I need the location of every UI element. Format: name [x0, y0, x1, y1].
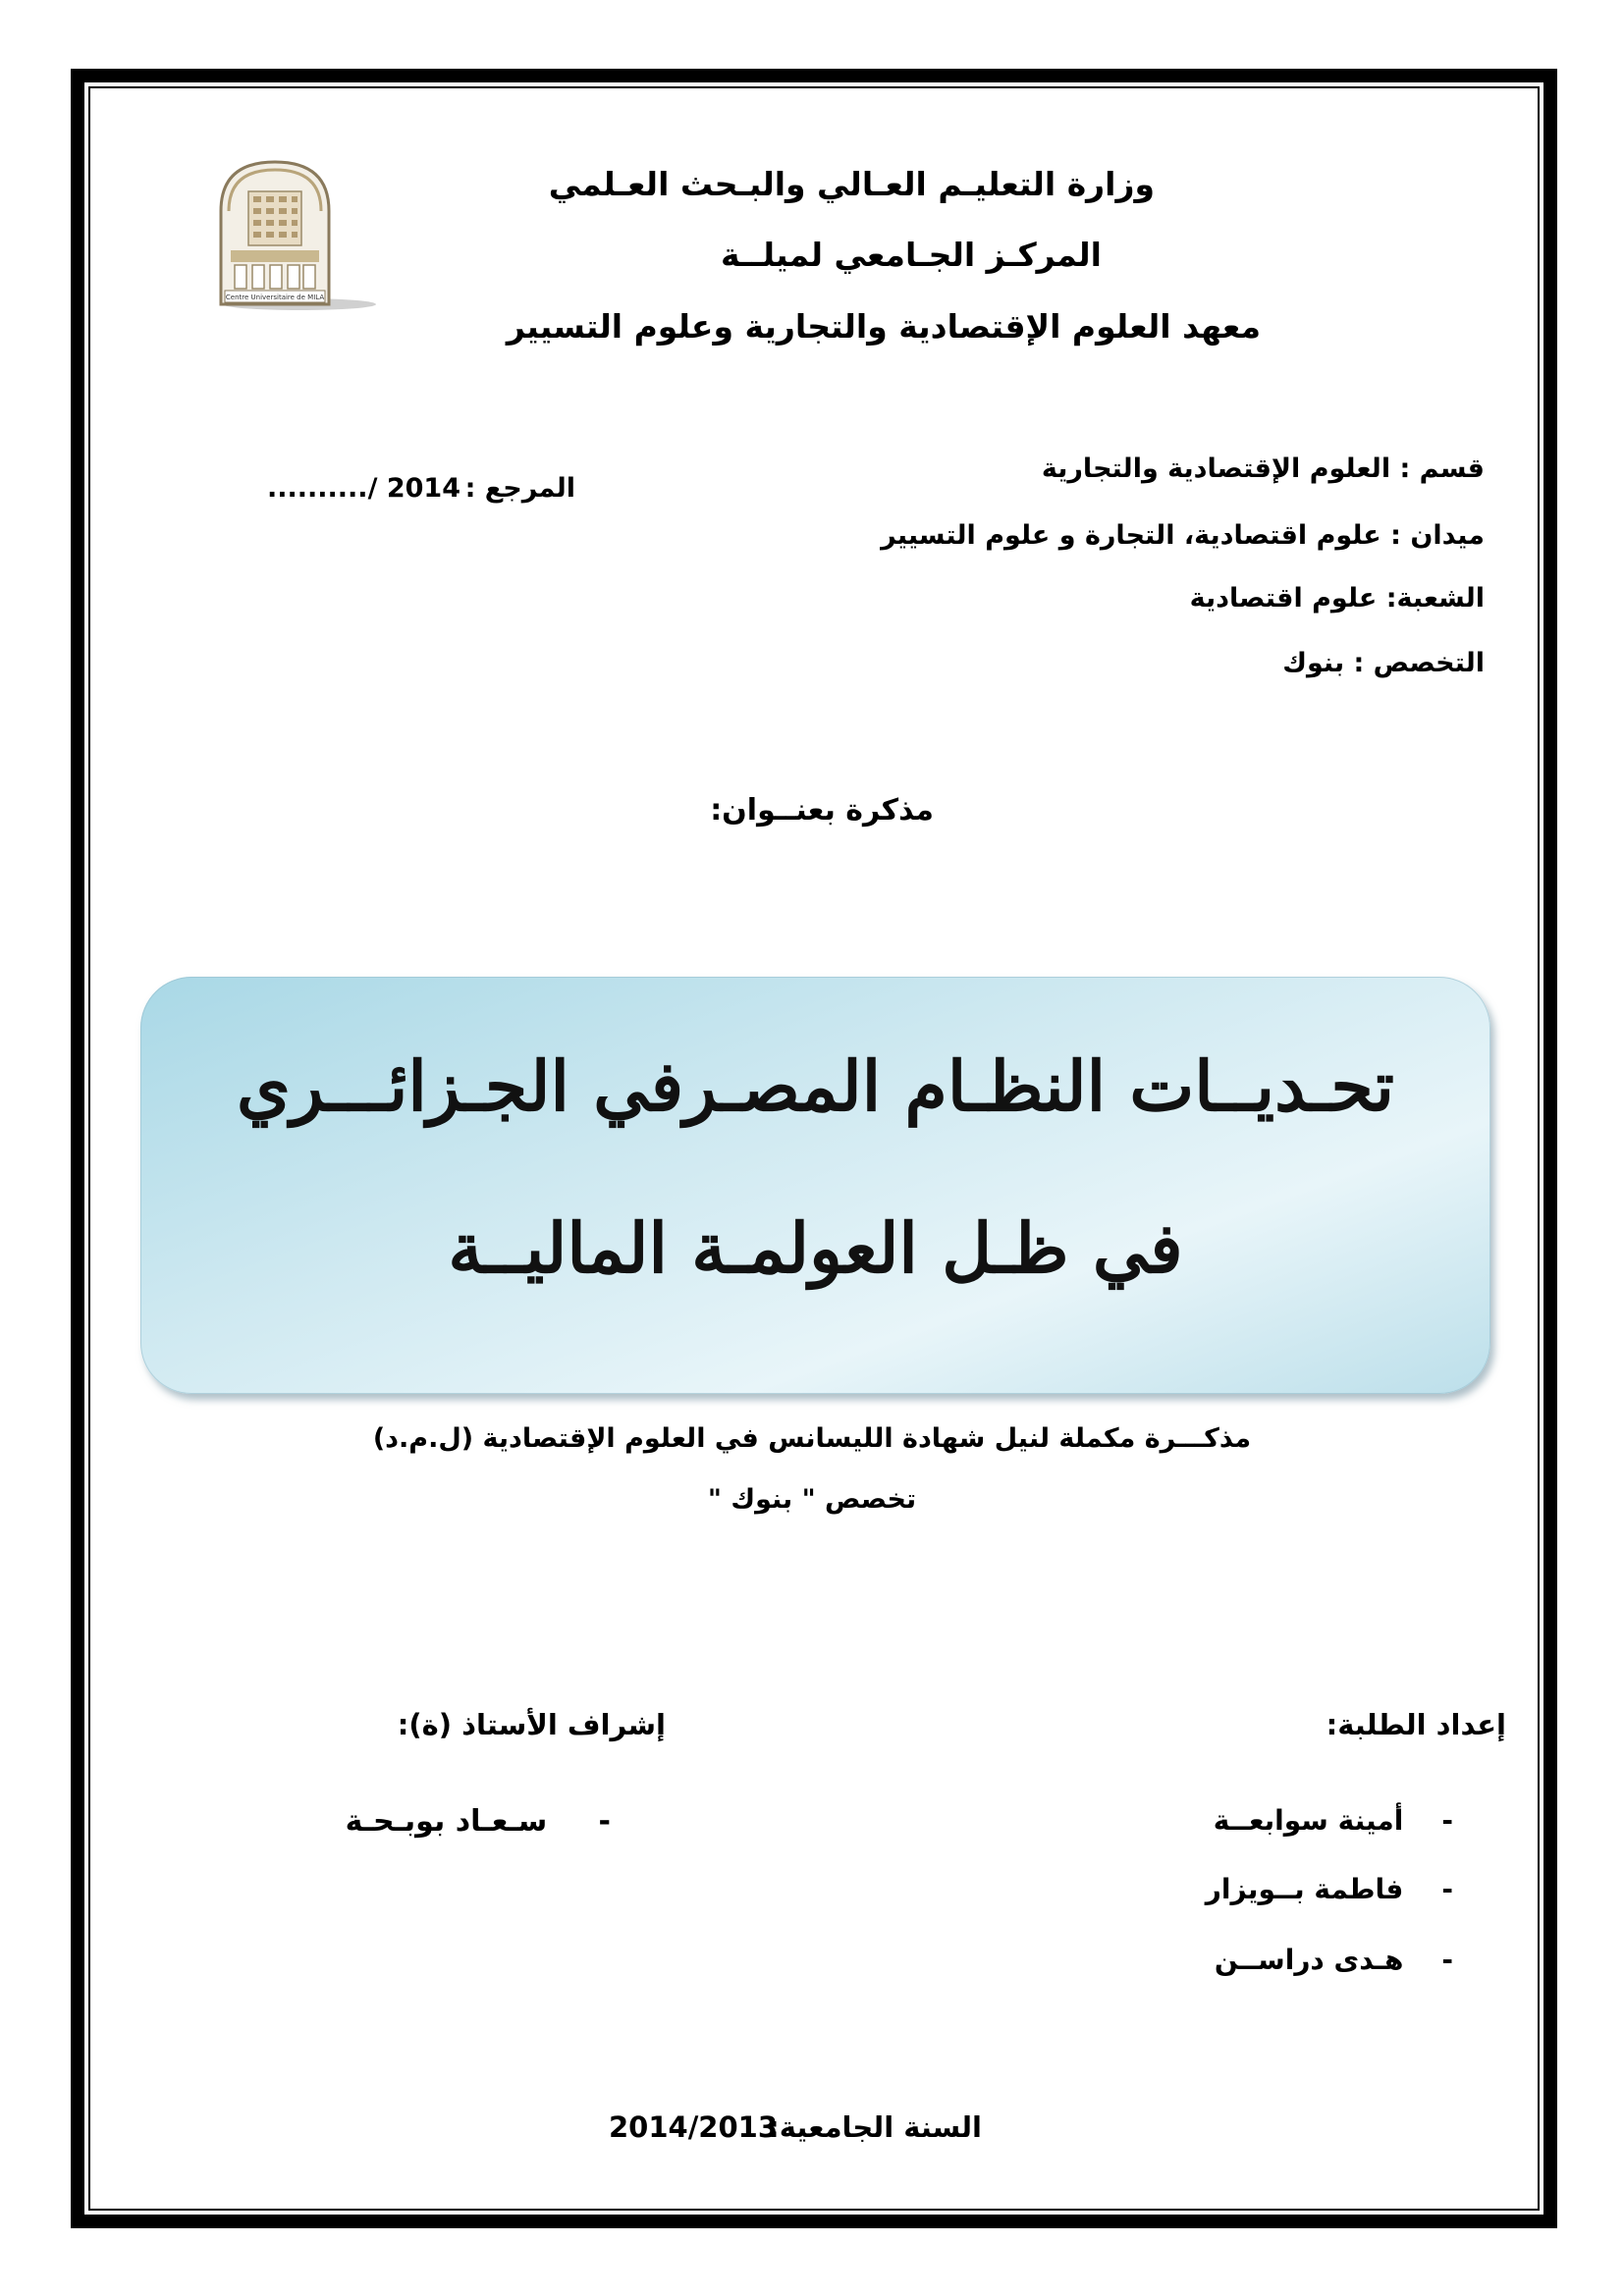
- student-3: [1215, 1944, 1453, 1976]
- students-label: إعداد الطلبة:: [1326, 1708, 1506, 1741]
- student-name: فاطمة بــويزار: [1205, 1873, 1404, 1905]
- list-dash: -: [1403, 1944, 1453, 1976]
- title-box: [140, 977, 1490, 1394]
- list-dash: -: [1403, 1804, 1453, 1837]
- field-line: ميدان : علوم اقتصادية، التجارة و علوم التسيير: [881, 520, 1485, 551]
- memo-specialty: تخصص " بنوك ": [707, 1484, 917, 1515]
- ministry-name: وزارة التعليـم العـالي والبـحث العـلمي: [548, 165, 1155, 203]
- department-line: قسم : العلوم الإقتصادية والتجارية: [1041, 454, 1485, 484]
- reference-value: ........../ 2014: [267, 473, 460, 504]
- academic-year-value: 2014/2013: [609, 2110, 779, 2144]
- memo-label: مذكرة بعنــوان:: [710, 793, 934, 828]
- academic-year-label: السنة الجامعية:: [768, 2110, 982, 2144]
- specialty-line: التخصص : بنوك: [1282, 648, 1485, 678]
- title-line-2: في ظـل العولمـة الماليــة: [448, 1207, 1183, 1289]
- university-logo: [201, 157, 378, 314]
- supervisor: [346, 1804, 611, 1839]
- university-center-name: المركـز الجـامعي لميلــة: [721, 236, 1102, 274]
- logo-caption: Centre Universitaire de MILA: [225, 294, 325, 301]
- branch-line: الشعبة: علوم اقتصادية: [1189, 583, 1485, 614]
- memo-purpose: مذكـــرة مكملة لنيل شهادة الليسانس في العلوم الإقتصادية (ل.م.د): [372, 1423, 1252, 1454]
- list-dash: -: [547, 1804, 611, 1839]
- institute-name: معهد العلوم الإقتصادية والتجارية وعلوم التسيير: [506, 307, 1261, 346]
- student-name: أمينة سوابعــة: [1213, 1804, 1404, 1837]
- student-2: [1206, 1873, 1453, 1905]
- reference-label: المرجع :: [464, 473, 575, 504]
- student-1: [1214, 1804, 1453, 1837]
- supervisor-label: إشراف الأستاذ (ة):: [397, 1708, 666, 1741]
- title-line-1: تحـديــات النظـام المصـرفي الجـزائـــري: [236, 1045, 1395, 1127]
- supervisor-name: سـعـاد بوبـحـة: [345, 1804, 548, 1839]
- student-name: هـدى دراســن: [1214, 1944, 1404, 1976]
- list-dash: -: [1403, 1873, 1453, 1905]
